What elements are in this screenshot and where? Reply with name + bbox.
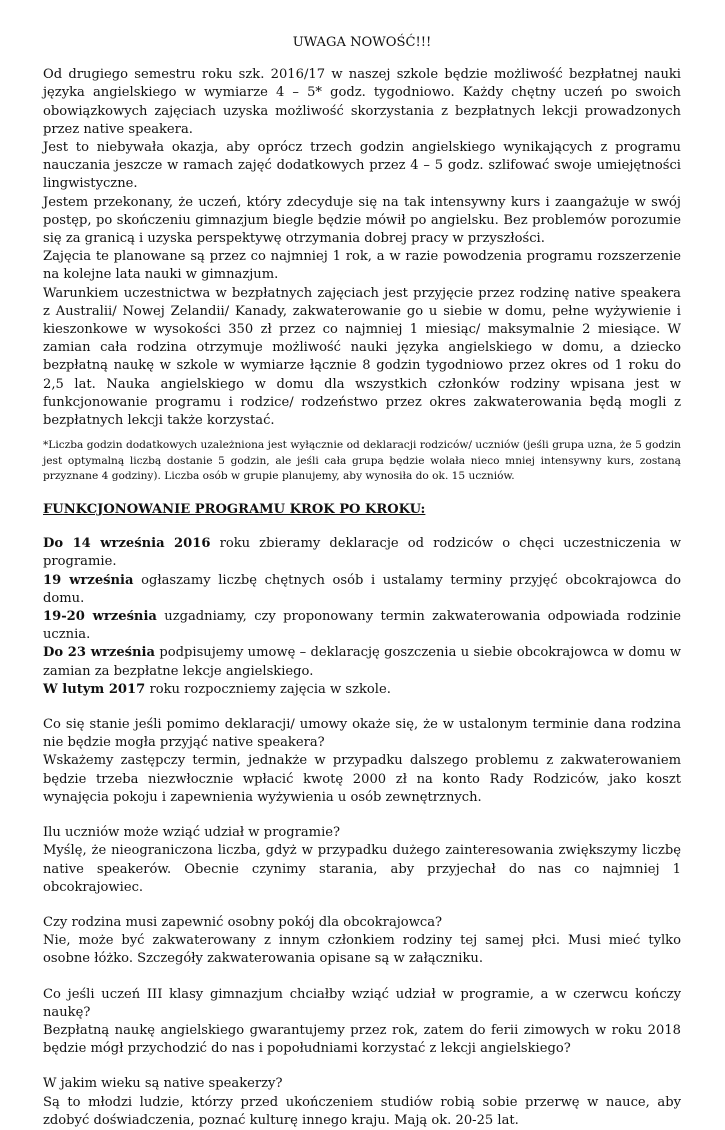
step-date: Do 14 września 2016 [43,536,211,552]
faq-question: Ilu uczniów może wziąć udział w programie? [43,825,341,841]
page-title: UWAGA NOWOŚĆ!!! [292,35,432,50]
step-item [43,572,681,608]
faq-answer: Myślę, że nieograniczona liczba, gdyż w przypadku dużego zainteresowania zwiększymy liczbę native speakerów. Obecnie czynimy starania, aby przyjechał do nas co najmniej 1 obcokrajowiec. [43,843,681,895]
intro-paragraph: Jestem przekonany, że uczeń, który zdecyduje się na tak intensywny kurs i zaangażuje w swój postęp, po skończeniu gimnazjum biegle będzie mówił po angielsku. Bez problemów porozumie się za granicą i uzyska perspektywę otrzymania dobrej pracy w przyszłości. [43,194,681,247]
intro-paragraph: Od drugiego semestru roku szk. 2016/17 w naszej szkole będzie możliwość bezpłatnej nauki języka angielskiego w wymiarze 4 – 5* godz. tygodniowo. Każdy chętny uczeń po swoich obowiązkowych zajęciach uzyska możliwość skorzystania z bezpłatnych lekcji prowadzonych przez native speakera. [43,67,681,137]
step-item [43,644,681,680]
step-date: W lutym 2017 [43,681,146,697]
step-date: 19-20 września [43,609,157,625]
intro-paragraph: Zajęcia te planowane są przez co najmniej 1 rok, a w razie powodzenia programu rozszerzenie na kolejne lata nauki w gimnazjum. [43,249,681,283]
step-date: Do 23 września [43,645,156,661]
step-text: podpisujemy umowę – deklarację goszczenia u siebie obcokrajowca w domu w zamian za bezpłatne lekcje angielskiego. [43,645,681,679]
step-date: 19 września [43,572,134,588]
section-heading: FUNKCJONOWANIE PROGRAMU KROK PO KROKU: [43,502,426,518]
step-text: roku zbieramy deklaracje od rodziców o chęci uczestniczenia w programie. [43,536,682,570]
faq-item [43,986,681,1059]
intro-paragraph: Warunkiem uczestnictwa w bezpłatnych zajęciach jest przyjęcie przez rodzinę native speakera z Australii/ Nowej Zelandii/ Kanady, zakwaterowanie go u siebie w domu, pełne wyżywienie i kieszonkowe w wysokości 350 zł przez co najmniej 1 miesiąc/ maksymalnie 2 miesiące. W zamian cała rodzina otrzymuje możliwość nauki języka angielskiego w domu, a dziecko bezpłatną naukę w szkole w wymiarze łącznie 8 godzin tygodniowo przez okres od 1 roku do 2,5 lat. Nauka angielskiego w domu dla wszystkich członków rodziny wpisana jest w funkcjonowanie programu i rodzice/ rodzeństwo przez okres zakwaterowania będą mogli z bezpłatnych lekcji także korzystać. [43,285,681,429]
faq-item [43,824,681,897]
intro-section [43,66,681,430]
intro-paragraph: Jest to niebywała okazja, aby oprócz trzech godzin angielskiego wynikających z programu nauczania jeszcze w ramach zajęć dodatkowych przez 4 – 5 godz. szlifować swoje umiejętności lingwistyczne. [43,140,681,192]
step-item [43,535,681,571]
faq-question: Co się stanie jeśli pomimo deklaracji/ umowy okaże się, że w ustalonym terminie dana rodzina nie będzie mogła przyjąć native speakera? [43,717,681,751]
faq-answer: Nie, może być zakwaterowany z innym członkiem rodziny tej samej płci. Musi mieć tylko osobne łóżko. Szczegóły zakwaterowania opisane są w załączniku. [43,933,681,967]
step-item [43,681,681,699]
step-item [43,608,681,644]
step-text: uzgadniamy, czy proponowany termin zakwaterowania odpowiada rodzinie ucznia. [43,609,681,643]
faq-answer: Bezpłatną naukę angielskiego gwarantujemy przez rok, zatem do ferii zimowych w roku 2018 będzie mógł przychodzić do nas i popołudniami korzystać z lekcji angielskiego? [43,1022,681,1057]
faq-answer: Są to młodzi ludzie, którzy przed ukończeniem studiów robią sobie przerwę w nauce, aby zdobyć doświadczenia, poznać kulturę innego kraju. Mają ok. 20-25 lat. [43,1094,681,1128]
footnote: *Liczba godzin dodatkowych uzależniona jest wyłącznie od deklaracji rodziców/ uczniów (jeśli grupa uzna, że 5 godzin jest optymalną liczbą dostanie 5 godzin, ale jeśli cała grupa będzie wolała nieco mniej intensywny kurs, zostaną przyznane 4 godziny). Liczba osób w grupie planujemy, aby wynosiła do ok. 15 uczniów. [43,439,681,483]
steps-list [43,535,681,699]
faq-item [43,914,681,969]
faq-answer: Wskażemy zastępczy termin, jednakże w przypadku dalszego problemu z zakwaterowaniem będzie trzeba niezwłocznie wpłacić kwotę 2000 zł na konto Rady Rodziców, jako koszt wynajęcia pokoju i zapewnienia wyżywienia u osób zewnętrznych. [43,753,681,805]
faq-question: Co jeśli uczeń III klasy gimnazjum chciałby wziąć udział w programie, a w czerwcu kończy naukę? [43,986,681,1020]
faq-item [43,716,681,807]
faq-item [43,1075,681,1130]
step-text: roku rozpoczniemy zajęcia w szkole. [145,681,391,697]
step-text: ogłaszamy liczbę chętnych osób i ustalamy terminy przyjęć obcokrajowca do domu. [43,572,681,606]
faq-question: Czy rodzina musi zapewnić osobny pokój dla obcokrajowca? [43,914,443,930]
faq-question: W jakim wieku są native speakerzy? [43,1076,283,1092]
